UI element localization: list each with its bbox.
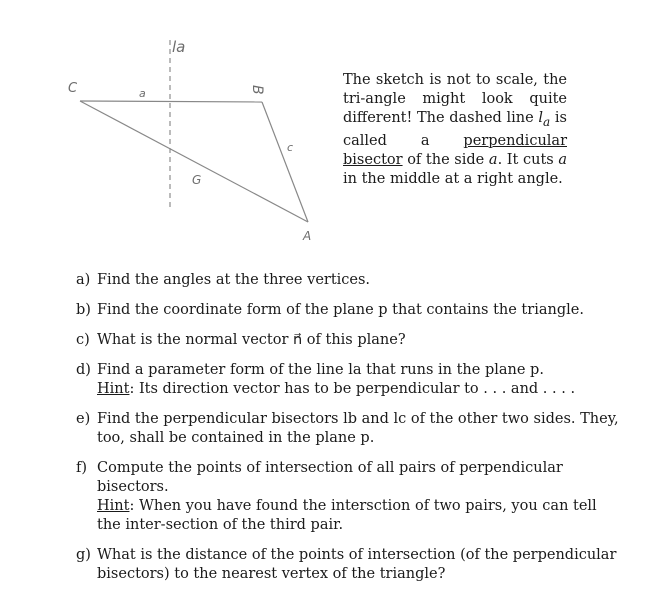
task-text: Find the perpendicular bisectors lb and lc of the other two sides. They, too, shall be contained in the plane p.: [97, 411, 619, 446]
task-list: [76, 271, 624, 584]
task-text: Find the angles at the three vertices.: [97, 272, 371, 288]
note-term-perpendicular-bisector: perpendicular bisector: [343, 132, 567, 168]
task-item: [76, 546, 624, 584]
task-hint-label: Hint: [97, 381, 130, 397]
task-item: [76, 361, 624, 399]
side-b: [80, 101, 308, 222]
task-tag: f): [76, 460, 88, 476]
task-tag: c): [76, 332, 90, 348]
task-text: Find a parameter form of the line la that runs in the plane p.: [97, 362, 544, 378]
sketch-note: [343, 71, 567, 189]
task-tag: d): [76, 362, 91, 378]
note-text-1: The sketch is not to scale, the tri-angle might look quite different! The dashed line: [343, 72, 567, 126]
label-side-c: c: [287, 141, 294, 154]
task-hint-label: Hint: [97, 498, 130, 514]
task-item: [76, 331, 624, 350]
label-side-a: a: [139, 87, 146, 100]
note-text-5: in the middle at a right angle.: [343, 170, 563, 187]
label-vertex-b: B: [249, 85, 265, 95]
task-tag: b): [76, 302, 91, 318]
task-hint-text: : When you have found the intersction of two pairs, you can tell the inter-section of the third pair.: [97, 498, 597, 533]
label-plane-g: G: [192, 173, 202, 187]
task-tag: a): [76, 272, 91, 288]
note-la-symbol: $l_a$: [538, 110, 551, 129]
label-vertex-a: A: [303, 229, 312, 243]
side-c: [262, 102, 308, 222]
label-la: la: [172, 38, 186, 56]
task-hint-text: : Its direction vector has to be perpendicular to . . . and . . . .: [129, 381, 576, 397]
note-text-2: is called a: [343, 110, 568, 149]
task-text: What is the distance of the points of intersection (of the perpendicular bisectors) to the nearest vertex of the triangle?: [97, 547, 617, 582]
task-item: [76, 271, 624, 290]
task-tag: e): [76, 411, 91, 427]
label-vertex-c: C: [68, 81, 78, 96]
side-a: [80, 101, 262, 102]
task-text: Compute the points of intersection of all pairs of perpendicular bisectors.: [97, 460, 563, 495]
task-text: What is the normal vector n⃗ of this plane?: [97, 332, 406, 348]
task-text: Find the coordinate form of the plane p that contains the triangle.: [97, 302, 584, 318]
note-text-3: of the side: [407, 151, 485, 168]
task-item: [76, 301, 624, 320]
task-item: [76, 459, 624, 535]
note-a-var-2: a: [558, 151, 568, 168]
triangle-sketch: [0, 0, 330, 260]
task-tag: g): [76, 547, 91, 563]
note-text-4: . It cuts: [497, 151, 554, 168]
task-item: [76, 410, 624, 448]
note-a-var: a: [488, 151, 498, 168]
